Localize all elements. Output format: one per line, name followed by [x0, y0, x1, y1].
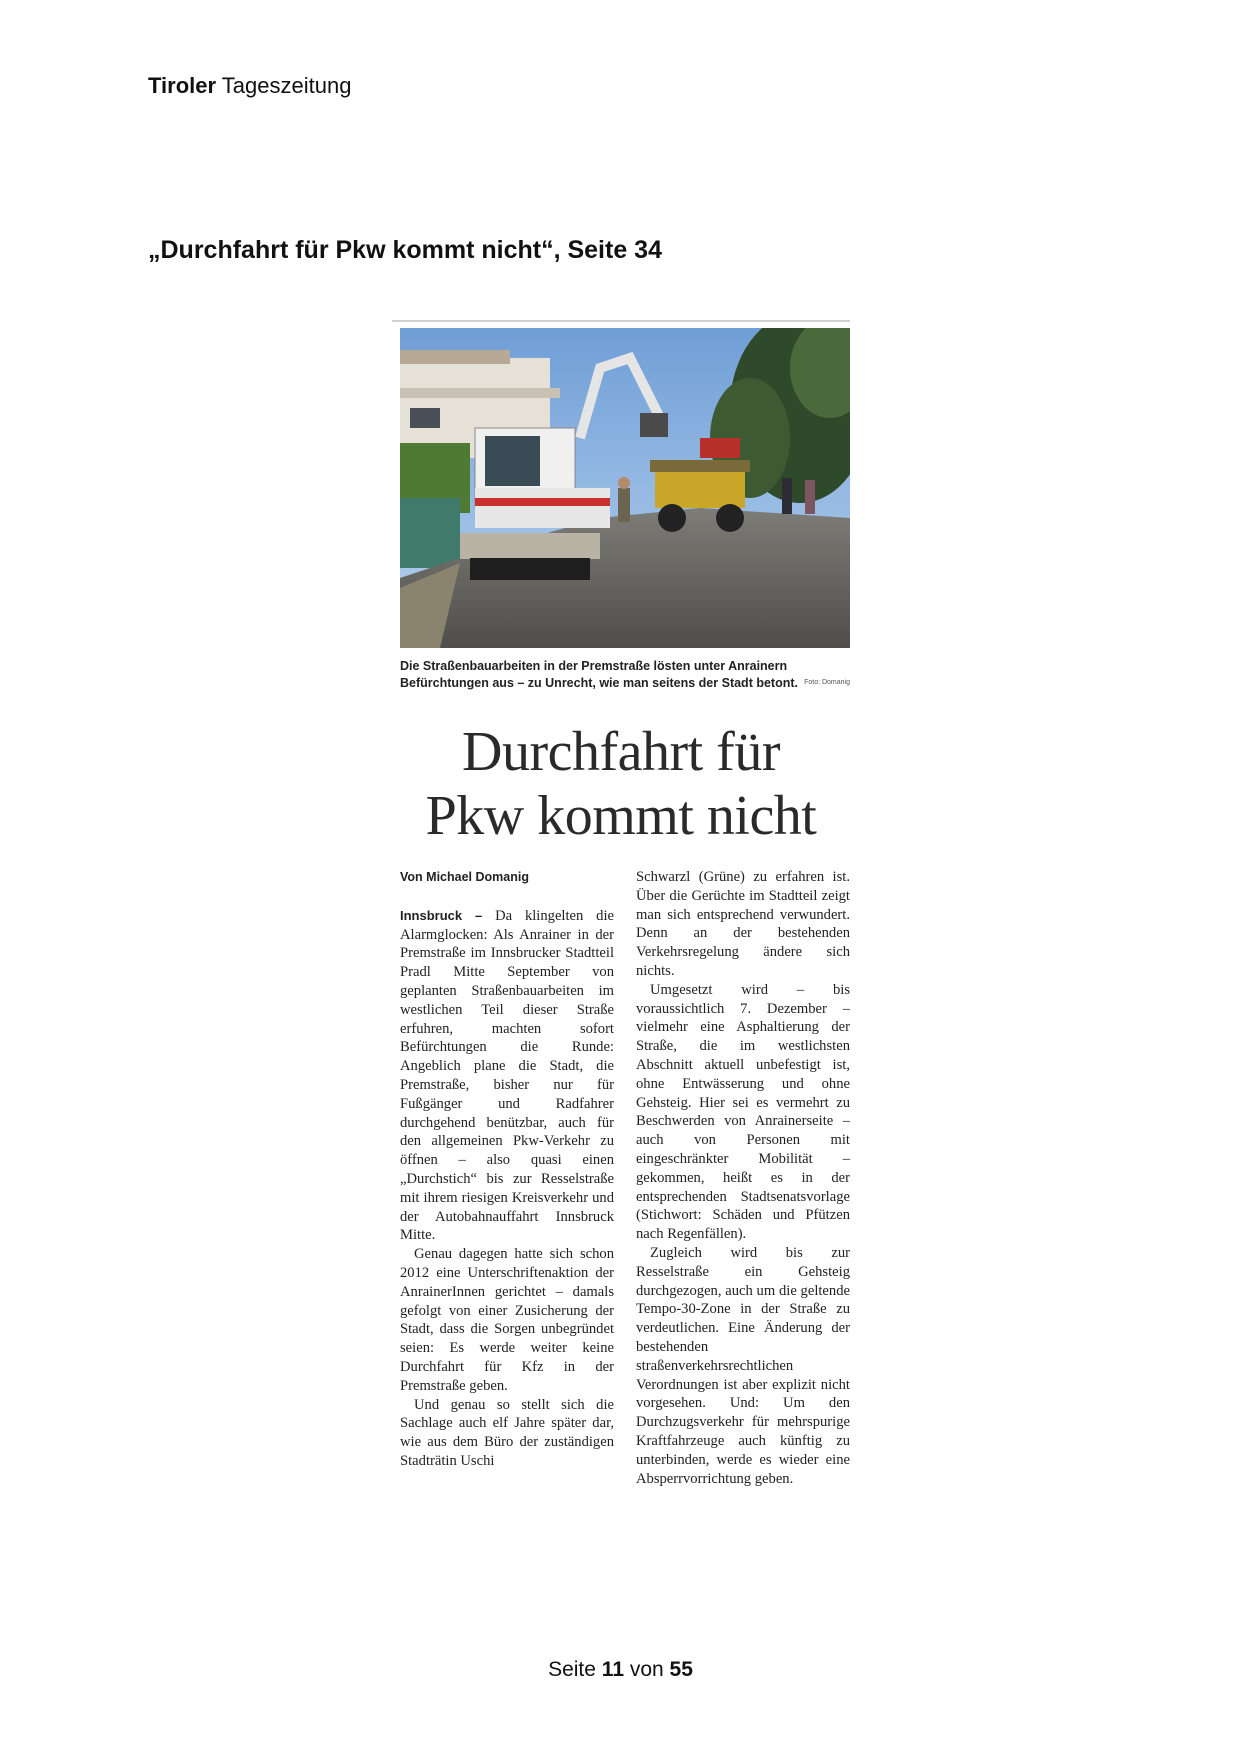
photo-credit: Foto: Domanig	[804, 679, 850, 686]
photo-caption-text: Die Straßenbauarbeiten in der Premstraße lösten unter Anrainern Befürchtungen aus – zu Unrecht, wie man seitens der Stadt betont.	[400, 659, 798, 690]
current-page-number: 11	[601, 1658, 624, 1681]
headline-line-1: Durchfahrt für	[462, 721, 780, 783]
total-pages: 55	[669, 1658, 693, 1681]
clipping-top-rule	[392, 320, 850, 322]
publication-name-bold: Tiroler	[148, 73, 217, 98]
publication-name	[148, 73, 351, 99]
construction-photo	[400, 328, 850, 648]
paragraph: Genau dagegen hatte sich schon 2012 eine Unterschriftenaktion der AnrainerInnen gerichtet – damals gefolgt von einer Zusicherung der Stadt, dass die Sorgen unbegründet seien: Es werde weiter keine Durchfahrt für Kfz in der Premstraße geben.	[400, 1246, 614, 1394]
article-column-1	[400, 868, 614, 1488]
paragraph-text: Da klingelten die Alarmglocken: Als Anrainer in der Premstraße im Innsbrucker Stadtteil Pradl Mitte September von geplanten Straßenbauarbeiten im westlichen Teil dieser Straße erfuhren, machten sofort Befürchtungen die Runde: Angeblich plane die Stadt, die Premstraße, bisher nur für Fußgänger und Radfahrer durchgehend benützbar, auch für den allgemeinen Pkw-Verkehr zu öffnen – also quasi einen „Durchstich“ bis zur Resselstraße mit ihrem riesigen Kreisverkehr und der Autobahnauffahrt Innsbruck Mitte.	[400, 907, 614, 1244]
dateline: Innsbruck –	[400, 907, 483, 923]
paragraph: Schwarzl (Grüne) zu erfahren ist. Über die Gerüchte im Stadtteil zeigt man sich entsprechend verwundert. Denn an der bestehenden Verkehrsregelung ändere sich nichts.	[636, 869, 850, 979]
paragraph: Umgesetzt wird – bis voraussichtlich 7. Dezember – vielmehr eine Asphaltierung der Straße, die im westlichsten Abschnitt aktuell unbefestigt ist, ohne Entwässerung und ohne Gehsteig. Hier sei es vermehrt zu Beschwerden von Anrainerseite – auch von Personen mit eingeschränkter Mobilität – gekommen, heißt es in der entsprechenden Stadtsenatsvorlage (Stichwort: Schäden und Pfützen nach Regenfällen).	[636, 981, 850, 1243]
page-footer	[0, 1658, 1241, 1682]
photo-caption	[400, 658, 850, 692]
footer-prefix: Seite	[548, 1658, 596, 1681]
article-body	[400, 868, 850, 1488]
paragraph: Zugleich wird bis zur Resselstraße ein Gehsteig durchgezogen, auch um die geltende Tempo-30-Zone in der Straße zu verdeutlichen. Eine Änderung der bestehenden straßenverkehrsrechtlichen Verordnungen ist aber explizit nicht vorgesehen. Und: Um den Durchzugsverkehr für mehrspurige Kraftfahrzeuge auch künftig zu unterbinden, werde es wieder eine Absperrvorrichtung geben.	[636, 1244, 850, 1487]
footer-middle: von	[629, 1658, 664, 1681]
paragraph: Und genau so stellt sich die Sachlage auch elf Jahre später dar, wie aus dem Büro der zuständigen Stadträtin Uschi	[400, 1396, 614, 1469]
paragraph	[400, 907, 614, 1245]
publication-name-rest: Tageszeitung	[221, 73, 352, 98]
newspaper-clipping	[392, 320, 850, 1488]
article-column-2	[636, 868, 850, 1488]
byline: Von Michael Domanig	[400, 870, 529, 884]
headline-line-2: Pkw kommt nicht	[425, 785, 817, 847]
article-reference: „Durchfahrt für Pkw kommt nicht“, Seite 34	[148, 236, 662, 264]
article-headline	[392, 720, 850, 848]
